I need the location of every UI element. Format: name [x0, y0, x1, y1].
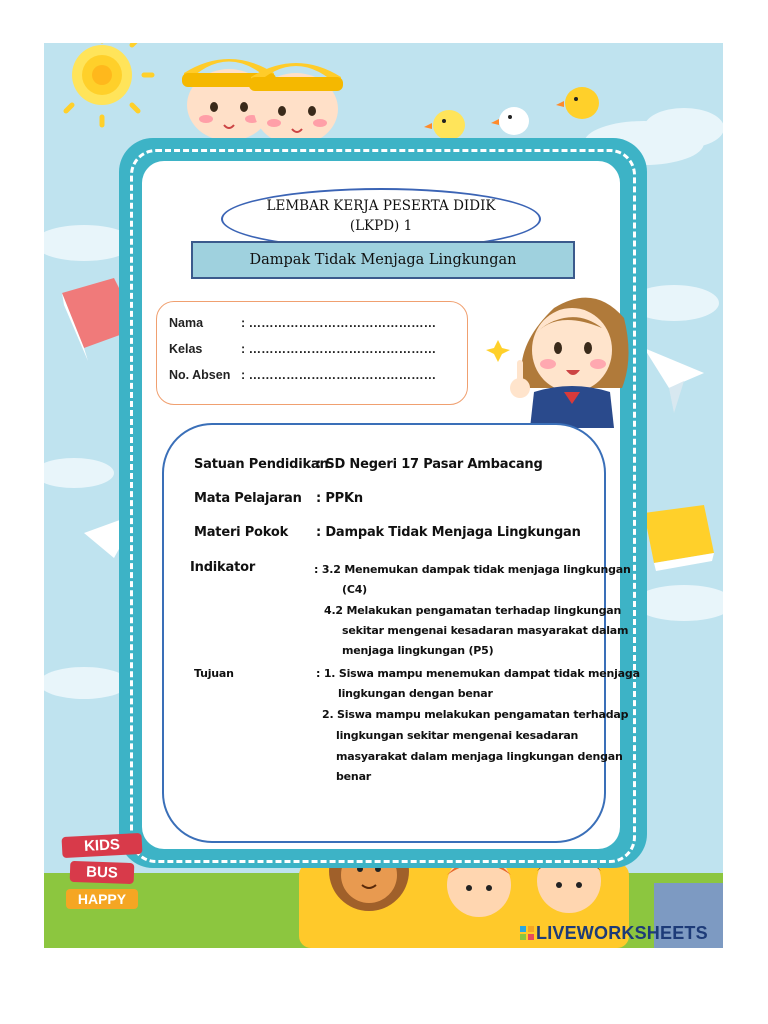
sign-happy: HAPPY	[66, 889, 138, 909]
indicator-label: Indikator	[190, 560, 256, 575]
topic-banner: Dampak Tidak Menjaga Lingkungan	[191, 241, 575, 279]
name-field[interactable]	[169, 316, 436, 330]
worksheet-page	[44, 43, 723, 948]
name-label: Nama	[169, 316, 204, 330]
goal-1-line1: : 1. Siswa mampu menemukan dampat tidak menjaga	[316, 667, 640, 680]
class-blank: : ………………………………………	[241, 342, 437, 356]
absent-number-label: No. Absen	[169, 368, 231, 382]
goal-2-line1: 2. Siswa mampu melakukan pengamatan terhadap	[322, 708, 629, 721]
worksheet-title: LEMBAR KERJA PESERTA DIDIK	[266, 198, 496, 214]
name-blank: : ………………………………………	[241, 316, 437, 330]
absent-number-field[interactable]	[169, 368, 436, 382]
sign-kids: KIDS	[62, 833, 143, 858]
watermark-text: LIVEWORKSHEETS	[536, 923, 708, 943]
indicator-2-line1: 4.2 Melakukan pengamatan terhadap lingkungan	[324, 604, 622, 617]
absent-number-blank: : ………………………………………	[241, 368, 437, 382]
teacher-girl-illustration	[484, 288, 634, 428]
goal-2-line4: benar	[336, 770, 372, 783]
birds-illustration	[424, 87, 599, 140]
book-illustration-right	[644, 505, 714, 571]
sun-illustration	[66, 43, 152, 125]
student-identity-box	[156, 301, 468, 405]
goal-2-line2: lingkungan sekitar mengenai kesadaran	[336, 729, 579, 742]
sign-bus: BUS	[70, 861, 135, 884]
worksheet-subtitle: (LKPD) 1	[349, 218, 413, 234]
subject-value: : PPKn	[316, 491, 363, 506]
goal-2-line3: masyarakat dalam menjaga lingkungan dengan	[336, 750, 623, 763]
indicator-2-line3: menjaga lingkungan (P5)	[342, 644, 494, 657]
class-field[interactable]	[169, 342, 436, 356]
indicator-2-line2: sekitar mengenai kesadaran masyarakat dalam	[342, 624, 629, 637]
goal-label: Tujuan	[194, 667, 234, 680]
liveworksheets-logo-icon	[520, 926, 534, 940]
school-value: : SD Negeri 17 Pasar Ambacang	[316, 457, 543, 472]
liveworksheets-watermark	[520, 923, 708, 944]
subject-label: Mata Pelajaran	[194, 491, 302, 506]
class-label: Kelas	[169, 342, 203, 356]
goal-1-line2: lingkungan dengan benar	[338, 687, 493, 700]
indicator-1-line2: (C4)	[342, 583, 367, 596]
school-label: Satuan Pendidikan	[194, 457, 329, 472]
topic-label: Materi Pokok	[194, 525, 289, 540]
sparkle-icon	[486, 340, 510, 362]
kids-bus-sign	[62, 835, 142, 909]
indicator-1-line1: : 3.2 Menemukan dampak tidak menjaga lingkungan	[314, 563, 631, 576]
learning-info-box	[162, 423, 640, 843]
topic-value: : Dampak Tidak Menjaga Lingkungan	[316, 525, 581, 540]
